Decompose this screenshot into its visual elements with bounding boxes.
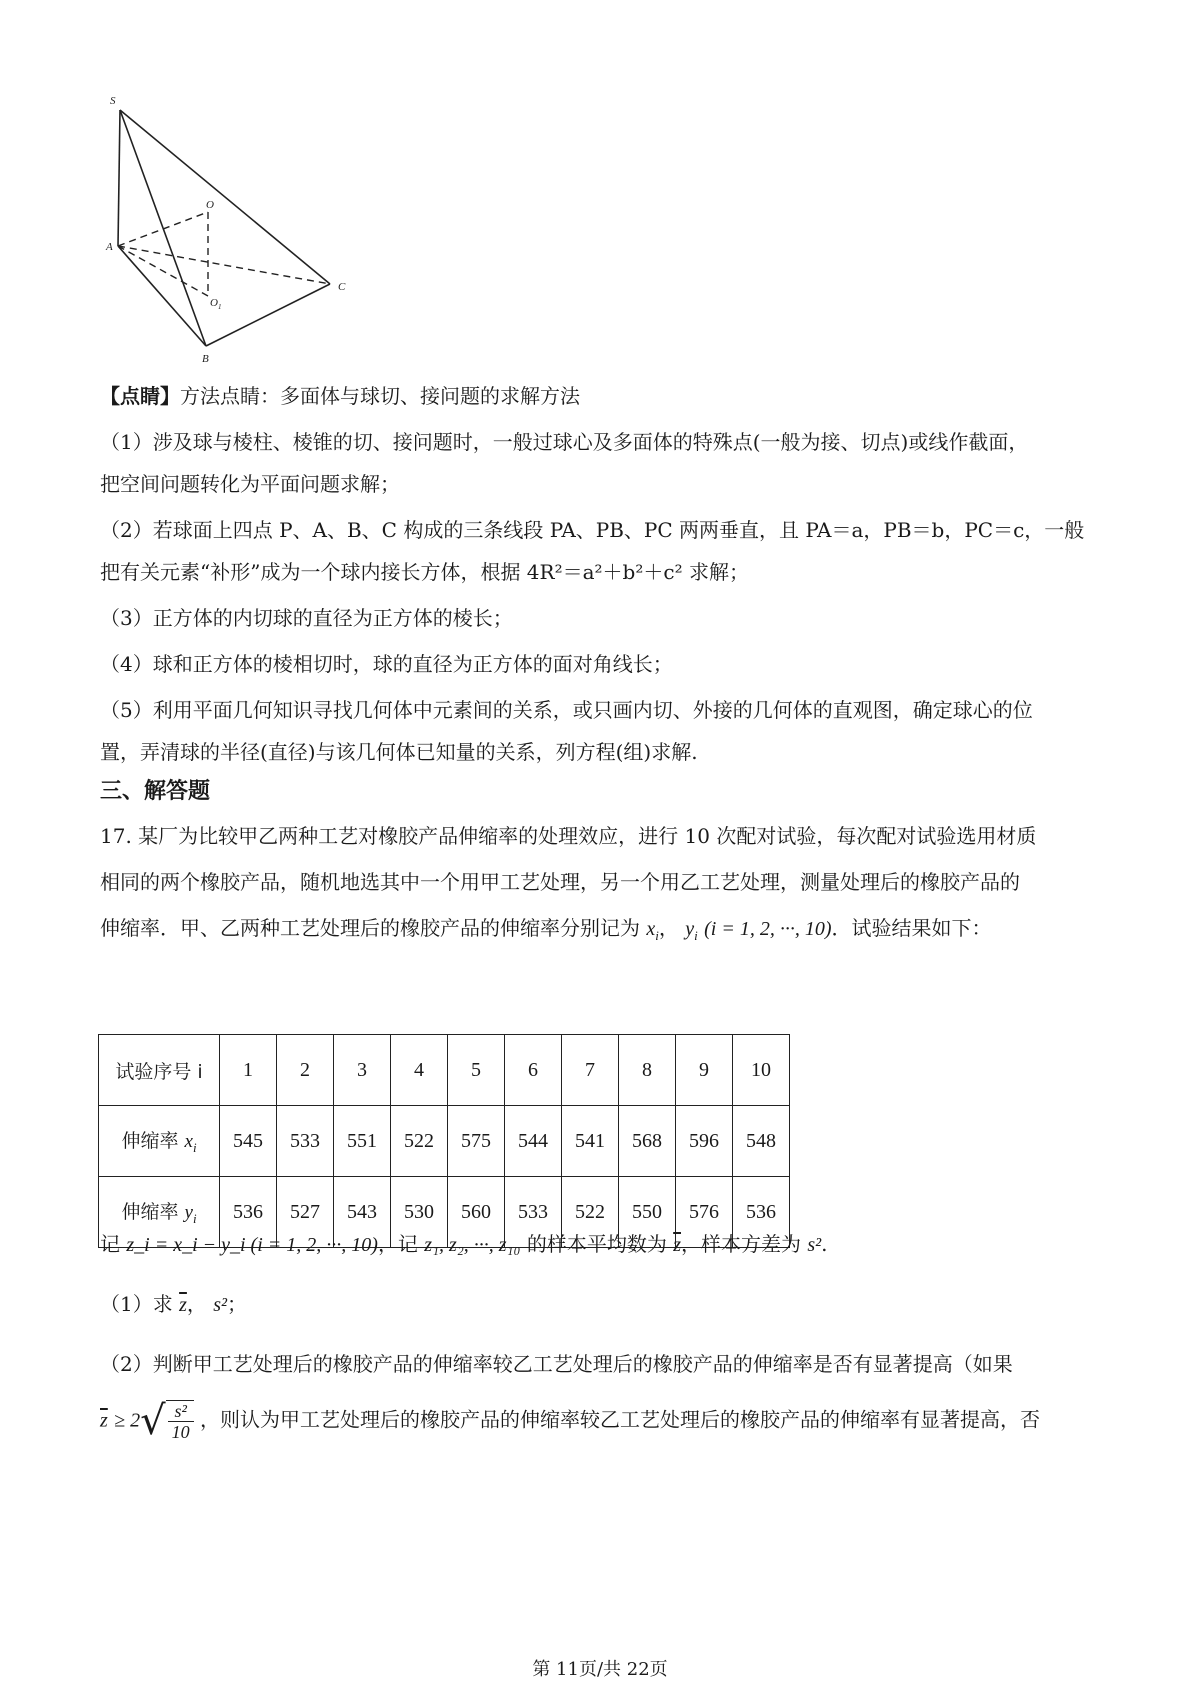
table-cell: 10 xyxy=(733,1035,790,1106)
tip-item1-line1: （1）涉及球与棱柱、棱锥的切、接问题时，一般过球心及多面体的特殊点(一般为接、切点)或线作截面， xyxy=(100,430,1029,454)
edge-sa xyxy=(118,110,120,246)
sqrt-body xyxy=(166,1400,194,1442)
problem17-line2: 相同的两个橡胶产品，随机地选其中一个用甲工艺处理，另一个用乙工艺处理，测量处理后的橡胶产品的 xyxy=(100,870,1020,894)
problem17-line3 xyxy=(100,914,1100,950)
tip-item2-line1: （2）若球面上四点 P、A、B、C 构成的三条线段 PA、PB、PC 两两垂直，且 PA＝a，PB＝b，PC＝c，一般 xyxy=(100,518,1085,542)
table-cell: 3 xyxy=(334,1035,391,1106)
define-text3: 的样本平均数为 xyxy=(526,1232,667,1256)
problem17-line3-prefix: 伸缩率．甲、乙两种工艺处理后的橡胶产品的伸缩率分别记为 xyxy=(100,916,640,940)
sqrt-icon: √ xyxy=(140,1398,166,1444)
table-cell: 8 xyxy=(619,1035,676,1106)
tip-item3: （3）正方体的内切球的直径为正方体的棱长； xyxy=(100,606,513,630)
table-row-index xyxy=(99,1035,790,1106)
segment-ao xyxy=(118,212,208,246)
tip-item5-line2: 置，弄清球的半径(直径)与该几何体已知量的关系，列方程(组)求解. xyxy=(100,740,698,764)
define-text1: 记 xyxy=(100,1232,120,1256)
edge-ac-hidden xyxy=(118,246,330,284)
table-cell: 2 xyxy=(277,1035,334,1106)
q1-sep: ， xyxy=(186,1292,207,1316)
label-b: B xyxy=(202,353,209,365)
table-cell: 5 xyxy=(448,1035,505,1106)
label-o: O xyxy=(206,199,214,211)
define-text4: ，样本方差为 xyxy=(680,1232,801,1256)
table-header-x: 伸缩率 $x_i$ xyxy=(99,1106,220,1177)
tip-item2-line2: 把有关元素“补形”成为一个球内接长方体，根据 4R²＝a²＋b²＋c² 求解； xyxy=(100,560,749,584)
s-squared: s² xyxy=(807,1234,822,1256)
edge-ab xyxy=(118,246,206,346)
definition-line xyxy=(100,1230,1100,1259)
q1-end: ； xyxy=(227,1292,248,1316)
table-cell: 7 xyxy=(562,1035,619,1106)
q1-prefix: （1）求 xyxy=(100,1292,173,1316)
symbol-y: $y_i$ xyxy=(685,918,698,943)
question2-line1: （2）判断甲工艺处理后的橡胶产品的伸缩率较乙工艺处理后的橡胶产品的伸缩率是否有显著提高（如果 xyxy=(100,1352,1013,1376)
table-header-y: 伸缩率 $y_i$ xyxy=(99,1177,220,1248)
tip-bracket-label: 【点睛】 xyxy=(100,384,180,408)
fraction-numerator: s² xyxy=(168,1401,194,1422)
z-bar: $\overline{z}$ xyxy=(673,1234,681,1256)
table-cell: 4 xyxy=(391,1035,448,1106)
edge-bc xyxy=(206,284,330,346)
tip-item1-line2: 把空间问题转化为平面问题求解； xyxy=(100,472,400,496)
table-cell: 533 xyxy=(277,1106,334,1177)
comma: ， xyxy=(658,916,679,940)
tip-item5-line1: （5）利用平面几何知识寻找几何体中元素间的关系，或只画内切、外接的几何体的直观图，确定球心的位 xyxy=(100,698,1033,722)
table-cell: 575 xyxy=(448,1106,505,1177)
define-text2: ，记 xyxy=(377,1232,418,1256)
fraction xyxy=(168,1401,194,1442)
table-cell: 9 xyxy=(676,1035,733,1106)
index-range: (i = 1, 2, ···, 10) xyxy=(704,918,832,940)
tip-title-text: 方法点睛：多面体与球切、接问题的求解方法 xyxy=(180,384,580,408)
table-cell: 550 xyxy=(619,1177,676,1248)
z-bar: $\overline{z}$ xyxy=(100,1409,108,1432)
table-cell: 536 xyxy=(733,1177,790,1248)
question2-line2 xyxy=(100,1400,1100,1460)
tip-item4: （4）球和正方体的棱相切时，球的直径为正方体的面对角线长； xyxy=(100,652,673,676)
table-cell: 548 xyxy=(733,1106,790,1177)
define-end: . xyxy=(821,1232,828,1256)
pyramid-figure xyxy=(106,95,380,400)
table-cell: 522 xyxy=(391,1106,448,1177)
table-cell: 533 xyxy=(505,1177,562,1248)
problem17-line1: 17. 某厂为比较甲乙两种工艺对橡胶产品伸缩率的处理效应，进行 10 次配对试验，每次配对试验选用材质 xyxy=(100,824,1037,848)
question1 xyxy=(100,1290,1100,1319)
table-cell: 527 xyxy=(277,1177,334,1248)
symbol-x: $x_i$ xyxy=(646,918,659,943)
table-cell: 543 xyxy=(334,1177,391,1248)
table-cell: 544 xyxy=(505,1106,562,1177)
tip-title xyxy=(100,382,1100,410)
z-bar: $\overline{z}$ xyxy=(179,1294,187,1316)
q2-line2-text: ，则认为甲工艺处理后的橡胶产品的伸缩率较乙工艺处理后的橡胶产品的伸缩率有显著提高，否 xyxy=(200,1407,1040,1432)
pyramid-diagram xyxy=(106,95,380,400)
table-cell: 541 xyxy=(562,1106,619,1177)
section-heading: 三、解答题 xyxy=(100,779,211,804)
label-c: C xyxy=(338,281,346,293)
table-cell: 530 xyxy=(391,1177,448,1248)
table-cell: 522 xyxy=(562,1177,619,1248)
fraction-denominator: 10 xyxy=(171,1422,190,1442)
inequality: ≥ 2 xyxy=(114,1409,141,1432)
label-o1: $O_1$ xyxy=(210,297,222,311)
problem17-line3-suffix: ．试验结果如下： xyxy=(831,916,992,940)
table-cell: 568 xyxy=(619,1106,676,1177)
table-cell: 6 xyxy=(505,1035,562,1106)
table-cell: 1 xyxy=(220,1035,277,1106)
table-cell: 560 xyxy=(448,1177,505,1248)
segment-ao1 xyxy=(118,246,208,296)
table-cell: 545 xyxy=(220,1106,277,1177)
define-formula: z_i = x_i − y_i (i = 1, 2, ···, 10) xyxy=(126,1234,378,1256)
page-footer: 第 11页/共 22页 xyxy=(532,1659,668,1680)
s-squared: s² xyxy=(213,1294,228,1316)
table-cell: 596 xyxy=(676,1106,733,1177)
experiment-table xyxy=(98,1034,790,1248)
table-row-x xyxy=(99,1106,790,1177)
label-s: S xyxy=(110,95,116,107)
define-sequence: z₁, z₂, ···, z₁₀ xyxy=(424,1234,521,1256)
table-cell: 551 xyxy=(334,1106,391,1177)
table-header-index: 试验序号 i xyxy=(99,1035,220,1106)
table-cell: 536 xyxy=(220,1177,277,1248)
label-a: A xyxy=(106,241,113,253)
table-cell: 576 xyxy=(676,1177,733,1248)
